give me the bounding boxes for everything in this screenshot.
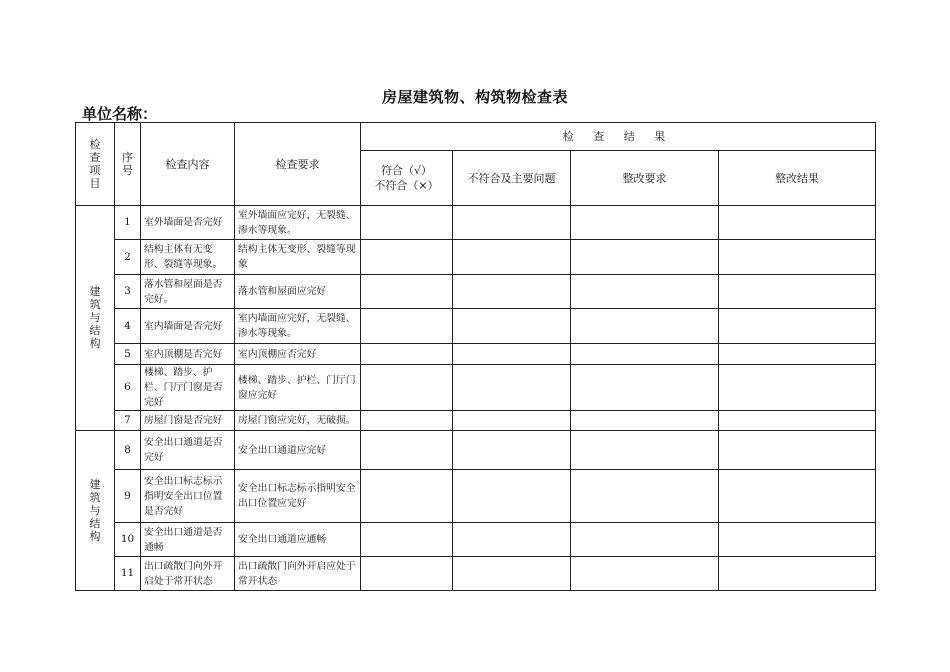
conform-cell[interactable] (361, 206, 453, 240)
problem-cell[interactable] (453, 275, 571, 309)
row-content: 安全出口通道是否完好 (141, 431, 235, 470)
table-row (76, 344, 876, 365)
row-requirement: 房屋门窗应完好，无破损。 (235, 411, 361, 431)
rectify-requirement-cell[interactable] (571, 523, 719, 557)
problem-cell[interactable] (453, 309, 571, 344)
table-row (76, 431, 876, 470)
rectify-result-cell[interactable] (719, 470, 876, 523)
rectify-requirement-cell[interactable] (571, 275, 719, 309)
rectify-requirement-cell[interactable] (571, 470, 719, 523)
problem-cell[interactable] (453, 206, 571, 240)
group-label: 建筑与结构 (76, 431, 115, 591)
row-requirement: 安全出口标志标示指明安全出口位置应完好 (235, 470, 361, 523)
rectify-requirement-cell[interactable] (571, 240, 719, 275)
row-requirement: 落水管和屋面应完好 (235, 275, 361, 309)
conform-cell[interactable] (361, 470, 453, 523)
conform-cell[interactable] (361, 309, 453, 344)
row-seq: 10 (115, 523, 141, 557)
table-row (76, 309, 876, 344)
row-seq: 3 (115, 275, 141, 309)
header-seq: 序号 (115, 123, 141, 206)
row-seq: 4 (115, 309, 141, 344)
header-conform: 符合（√） 不符合（×） (361, 151, 453, 206)
row-requirement: 安全出口通道应通畅 (235, 523, 361, 557)
problem-cell[interactable] (453, 240, 571, 275)
header-rectify-result: 整改结果 (719, 151, 876, 206)
rectify-result-cell[interactable] (719, 206, 876, 240)
row-seq: 9 (115, 470, 141, 523)
table-row (76, 411, 876, 431)
rectify-result-cell[interactable] (719, 275, 876, 309)
row-seq: 2 (115, 240, 141, 275)
rectify-requirement-cell[interactable] (571, 206, 719, 240)
rectify-result-cell[interactable] (719, 344, 876, 365)
table-row (76, 275, 876, 309)
rectify-requirement-cell[interactable] (571, 344, 719, 365)
problem-cell[interactable] (453, 470, 571, 523)
problem-cell[interactable] (453, 557, 571, 591)
problem-cell[interactable] (453, 523, 571, 557)
row-content: 安全出口标志标示指明安全出口位置是否完好 (141, 470, 235, 523)
row-requirement: 结构主体无变形、裂缝等现象 (235, 240, 361, 275)
conform-cell[interactable] (361, 411, 453, 431)
row-requirement: 室外墙面应完好，无裂缝、渗水等现象。 (235, 206, 361, 240)
table-row (76, 470, 876, 523)
row-seq: 7 (115, 411, 141, 431)
problem-cell[interactable] (453, 411, 571, 431)
table-row (76, 557, 876, 591)
header-problem: 不符合及主要问题 (453, 151, 571, 206)
table-row (76, 365, 876, 411)
conform-cell[interactable] (361, 344, 453, 365)
row-requirement: 出口疏散门向外开启应处于常开状态 (235, 557, 361, 591)
conform-cell[interactable] (361, 365, 453, 411)
row-content: 室内墙面是否完好 (141, 309, 235, 344)
conform-cell[interactable] (361, 523, 453, 557)
row-seq: 6 (115, 365, 141, 411)
row-seq: 11 (115, 557, 141, 591)
inspection-table (75, 122, 876, 591)
header-requirement: 检查要求 (235, 123, 361, 206)
rectify-result-cell[interactable] (719, 411, 876, 431)
header-rectify-requirement: 整改要求 (571, 151, 719, 206)
problem-cell[interactable] (453, 365, 571, 411)
header-result: 检 查 结 果 (361, 123, 876, 151)
problem-cell[interactable] (453, 344, 571, 365)
rectify-requirement-cell[interactable] (571, 365, 719, 411)
rectify-result-cell[interactable] (719, 309, 876, 344)
table-row (76, 206, 876, 240)
conform-cell[interactable] (361, 431, 453, 470)
header-check-item: 检查项目 (76, 123, 115, 206)
group-label: 建筑与结构 (76, 206, 115, 431)
rectify-requirement-cell[interactable] (571, 309, 719, 344)
rectify-requirement-cell[interactable] (571, 411, 719, 431)
row-content: 落水管和屋面是否完好。 (141, 275, 235, 309)
rectify-result-cell[interactable] (719, 240, 876, 275)
table-row (76, 240, 876, 275)
row-requirement: 室内顶棚应否完好 (235, 344, 361, 365)
page-title: 房屋建筑物、构筑物检查表 (381, 88, 568, 106)
row-seq: 1 (115, 206, 141, 240)
row-content: 房屋门窗是否完好 (141, 411, 235, 431)
row-requirement: 室内墙面应完好，无裂缝、渗水等现象。 (235, 309, 361, 344)
rectify-requirement-cell[interactable] (571, 557, 719, 591)
row-content: 室外墙面是否完好 (141, 206, 235, 240)
row-content: 结构主体有无变形、裂缝等现象。 (141, 240, 235, 275)
conform-cell[interactable] (361, 240, 453, 275)
rectify-result-cell[interactable] (719, 523, 876, 557)
unit-name-label: 单位名称： (82, 105, 158, 123)
conform-cell[interactable] (361, 557, 453, 591)
row-seq: 5 (115, 344, 141, 365)
header-content: 检查内容 (141, 123, 235, 206)
conform-cell[interactable] (361, 275, 453, 309)
problem-cell[interactable] (453, 431, 571, 470)
row-requirement: 楼梯、踏步、护栏、门厅门窗应完好 (235, 365, 361, 411)
row-seq: 8 (115, 431, 141, 470)
rectify-requirement-cell[interactable] (571, 431, 719, 470)
table-row (76, 523, 876, 557)
row-content: 安全出口通道是否通畅 (141, 523, 235, 557)
rectify-result-cell[interactable] (719, 365, 876, 411)
row-content: 出口疏散门向外开启处于常开状态 (141, 557, 235, 591)
rectify-result-cell[interactable] (719, 431, 876, 470)
rectify-result-cell[interactable] (719, 557, 876, 591)
row-requirement: 安全出口通道应完好 (235, 431, 361, 470)
row-content: 室内顶棚是否完好 (141, 344, 235, 365)
row-content: 楼梯、踏步、护栏、门厅门窗是否完好 (141, 365, 235, 411)
